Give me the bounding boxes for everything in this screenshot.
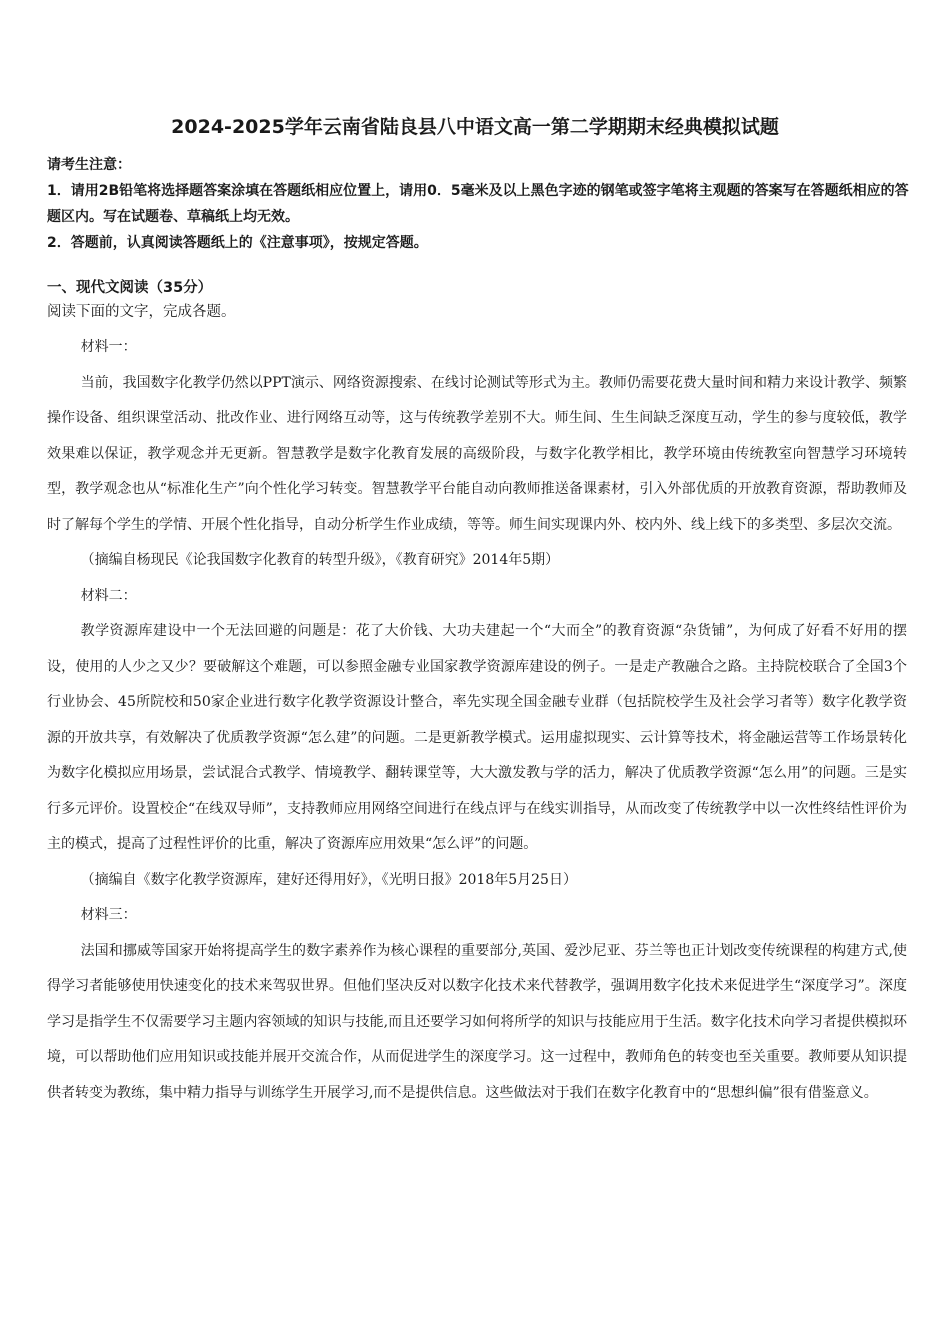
material-1-text: 当前，我国数字化教学仍然以PPT演示、网络资源搜索、在线讨论测试等形式为主。教师仍需要花费大量时间和精力来设计教学、频繁操作设备、组织课堂活动、批改作业、进行网络互动等，这与传统教学差别不大。师生间、生生间缺乏深度互动，学生的参与度较低，教学效果难以保证，教学观念并无更新。智慧教学是数字化教育发展的高级阶段，与数字化教学相比，教学环境由传统教室向智慧学习环境转型，教学观念也从“标准化生产”向个性化学习转变。智慧教学平台能自动向教师推送备课素材，引入外部优质的开放教育资源，帮助教师及时了解每个学生的学情、开展个性化指导，自动分析学生作业成绩，等等。师生间实现课内外、校内外、线上线下的多类型、多层次交流。: [47, 374, 907, 533]
notice-heading: 请考生注意：: [47, 157, 131, 173]
notice-item-1: 1．请用2B铅笔将选择题答案涂填在答题纸相应位置上，请用0．5毫米及以上黑色字迹的钢笔或签字笔将主观题的答案写在答题纸相应的答题区内。写在试题卷、草稿纸上均无效。: [47, 183, 909, 225]
material-2-source: （摘编自《数字化教学资源库，建好还得用好》，《光明日报》2018年5月25日）: [80, 871, 577, 888]
material-1-label: 材料一：: [80, 339, 137, 355]
section-heading: 一、现代文阅读（35分）: [47, 280, 213, 296]
section-instruction: 阅读下面的文字，完成各题。: [47, 304, 236, 320]
candidate-notice: [47, 152, 917, 256]
material-3-text: 法国和挪威等国家开始将提高学生的数字素养作为核心课程的重要部分,英国、爱沙尼亚、芬兰等也正计划改变传统课程的构建方式,使得学习者能够使用快速变化的技术来驾驭世界。但他们坚决反对以数字化技术来代替教学，强调用数字化技术来促进学生“深度学习”。深度学习是指学生不仅需要学习主题内容领域的知识与技能,而且还要学习如何将所学的知识与技能应用于生活。数字化技术向学习者提供模拟环境，可以帮助他们应用知识或技能并展开交流合作，从而促进学生的深度学习。这一过程中，教师角色的转变也至关重要。教师要从知识提供者转变为教练，集中精力指导与训练学生开展学习,而不是提供信息。这些做法对于我们在数字化教育中的“思想纠偏”很有借鉴意义。: [47, 942, 907, 1101]
material-3-label: 材料三：: [80, 907, 137, 923]
exam-title: 2024-2025学年云南省陆良县八中语文高一第二学期期末经典模拟试题: [171, 116, 779, 138]
material-2-label: 材料二：: [80, 587, 137, 604]
reading-passage: [47, 330, 907, 1111]
notice-item-2: 2．答题前，认真阅读答题纸上的《注意事项》，按规定答题。: [47, 235, 428, 251]
material-1-source: （摘编自杨现民《论我国数字化教育的转型升级》，《教育研究》2014年5期）: [80, 552, 560, 568]
material-2-text: 教学资源库建设中一个无法回避的问题是：花了大价钱、大功夫建起一个“大而全”的教育资源“杂货铺”，为何成了好看不好用的摆设，使用的人少之又少？要破解这个难题，可以参照金融专业国家教学资源库建设的例子。一是走产教融合之路。主持院校联合了全国3个行业协会、45所院校和50家企业进行数字化教学资源设计整合，率先实现全国金融专业群（包括院校学生及社会学习者等）数字化教学资源的开放共享，有效解决了优质教学资源“怎么建”的问题。二是更新教学模式。运用虚拟现实、云计算等技术，将金融运营等工作场景转化为数字化模拟应用场景，尝试混合式教学、情境教学、翻转课堂等，大大激发教与学的活力，解决了优质教学资源“怎么用”的问题。三是实行多元评价。设置校企“在线双导师”，支持教师应用网络空间进行在线点评与在线实训指导，从而改变了传统教学中以一次性终结性评价为主的模式，提高了过程性评价的比重，解决了资源库应用效果“怎么评”的问题。: [47, 623, 907, 852]
